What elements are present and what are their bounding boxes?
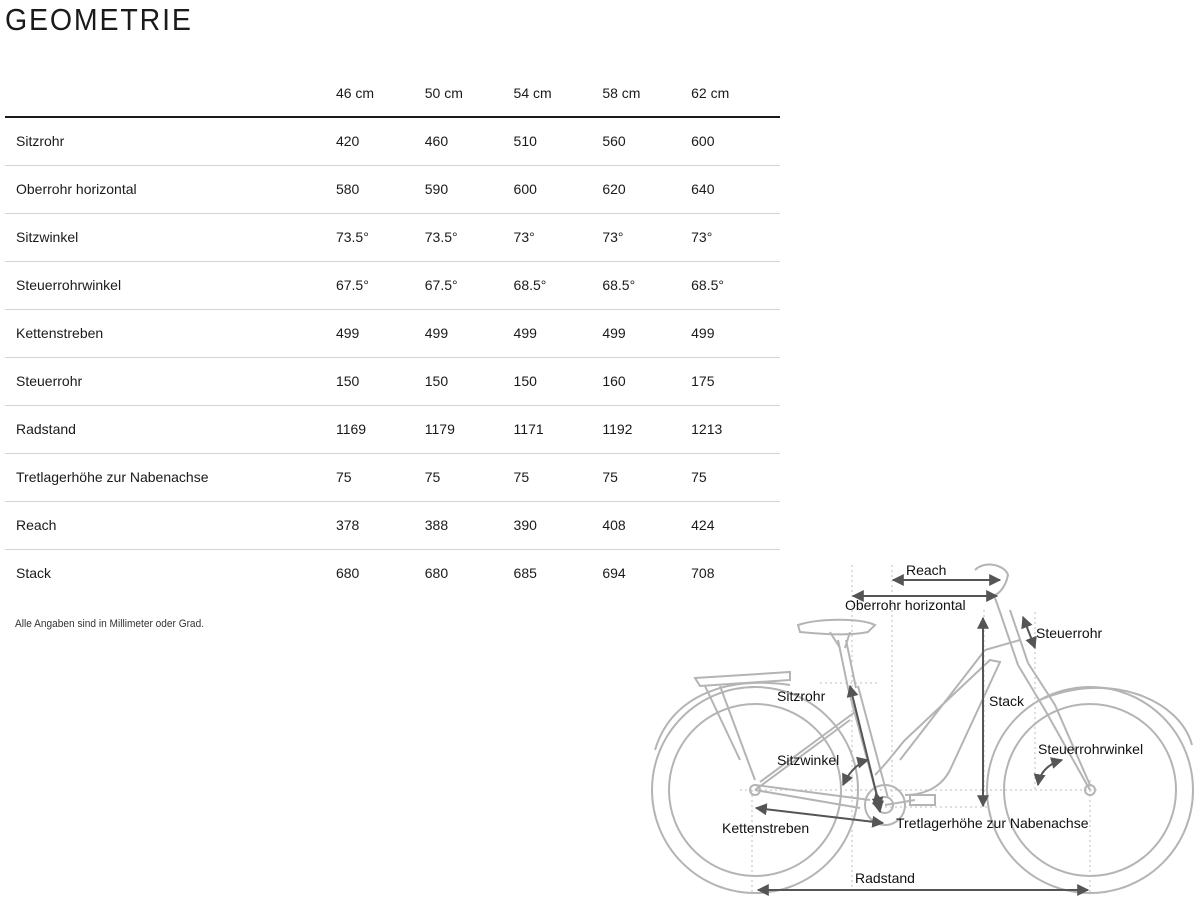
label-tretlager: Tretlagerhöhe zur Nabenachse [896,815,1089,831]
table-header-size-58: 58 cm [602,85,641,101]
row-value: 75 [691,469,707,485]
row-value: 600 [691,133,715,150]
row-label: Radstand [16,421,76,437]
row-value: 680 [424,565,449,582]
row-value: 150 [335,373,360,389]
guide-lines [740,565,1103,895]
row-value: 68.5° [602,277,636,293]
row-label: Kettenstreben [16,325,104,341]
label-radstand: Radstand [855,870,915,886]
row-value: 67.5° [335,277,369,293]
table-header-size-50: 50 cm [424,85,463,101]
row-value: 620 [602,181,626,197]
handlebar-shape [995,598,1000,612]
row-value: 708 [691,565,715,582]
row-value: 1213 [691,421,723,437]
table-row [5,213,780,261]
row-value: 68.5° [691,277,724,293]
row-label: Steuerrohrwinkel [16,277,122,293]
label-steuerrohr: Steuerrohr [1036,625,1103,641]
row-value: 560 [602,133,626,150]
label-sitzrohr: Sitzrohr [777,688,826,704]
bike-geometry-diagram [640,550,1200,900]
down-tube-shape [875,660,1000,795]
table-row [5,357,780,405]
front-mudguard [1040,688,1192,745]
row-value: 73.5° [335,229,369,245]
steuerrohr-arrow [1023,617,1035,648]
row-value: 75 [335,469,352,485]
row-value: 1171 [513,421,544,437]
row-value: 75 [424,469,441,485]
row-value: 640 [691,181,715,197]
table-row [5,165,780,213]
row-value: 499 [691,325,715,341]
row-value: 590 [424,181,449,197]
table-row [5,309,780,357]
label-stack: Stack [989,693,1025,709]
row-value: 73° [602,229,624,245]
geometry-table [5,70,780,597]
row-value: 1179 [424,421,455,437]
fork-shape [1018,665,1090,790]
row-value: 68.5° [513,277,547,293]
row-value: 694 [602,565,626,582]
row-value: 75 [602,469,618,485]
row-value: 160 [602,373,626,389]
row-label: Sitzwinkel [16,229,79,245]
row-value: 390 [513,517,537,533]
label-sitzwinkel: Sitzwinkel [777,752,840,768]
row-value: 499 [424,325,449,341]
row-label: Steuerrohr [16,373,83,389]
row-value: 408 [602,517,626,533]
row-label: Sitzrohr [16,133,65,150]
row-value: 1192 [602,421,633,437]
page-title: GEOMETRIE [5,2,193,37]
row-value: 580 [335,181,360,197]
row-value: 510 [513,133,537,150]
row-value: 67.5° [424,277,458,293]
footnote: Alle Angaben sind in Millimeter oder Grad. [15,618,205,630]
row-label: Reach [16,517,57,533]
row-label: Oberrohr horizontal [16,181,137,197]
label-steuerrohrwinkel: Steuerrohrwinkel [1038,741,1144,757]
row-label: Stack [16,565,52,582]
table-row [5,405,780,453]
row-value: 75 [513,469,530,485]
table-header-size-46: 46 cm [335,85,375,101]
head-tube-shape [1000,612,1018,665]
bike-drawing [652,565,1193,893]
row-value: 424 [691,517,715,533]
row-value: 499 [513,325,537,341]
row-value: 150 [424,373,449,389]
row-value: 73° [691,229,713,245]
label-reach: Reach [906,562,947,578]
row-value: 150 [513,373,537,389]
row-value: 175 [691,373,715,389]
row-value: 499 [602,325,626,341]
row-value: 420 [335,133,360,150]
table-header-size-54: 54 cm [513,85,552,101]
row-value: 1169 [335,421,367,437]
table-row [5,117,780,165]
label-oberrohr: Oberrohr horizontal [845,597,966,613]
row-value: 388 [424,517,449,533]
row-value: 73° [513,229,535,245]
table-header-row [5,70,780,117]
row-value: 680 [335,565,360,582]
table-header-size-62: 62 cm [691,85,730,101]
row-value: 600 [513,181,537,197]
row-label: Tretlagerhöhe zur Nabenachse [16,469,209,485]
row-value: 378 [335,517,360,533]
table-header-label [5,70,336,117]
steuerrohrwinkel-arrow [1038,760,1062,785]
label-kettenstreben: Kettenstreben [722,820,810,836]
row-value: 685 [513,565,537,582]
row-value: 499 [335,325,360,341]
row-value: 73.5° [424,229,458,245]
saddle-shape [798,620,875,635]
row-value: 460 [424,133,449,150]
table-row [5,261,780,309]
table-row [5,501,780,549]
table-row [5,453,780,501]
